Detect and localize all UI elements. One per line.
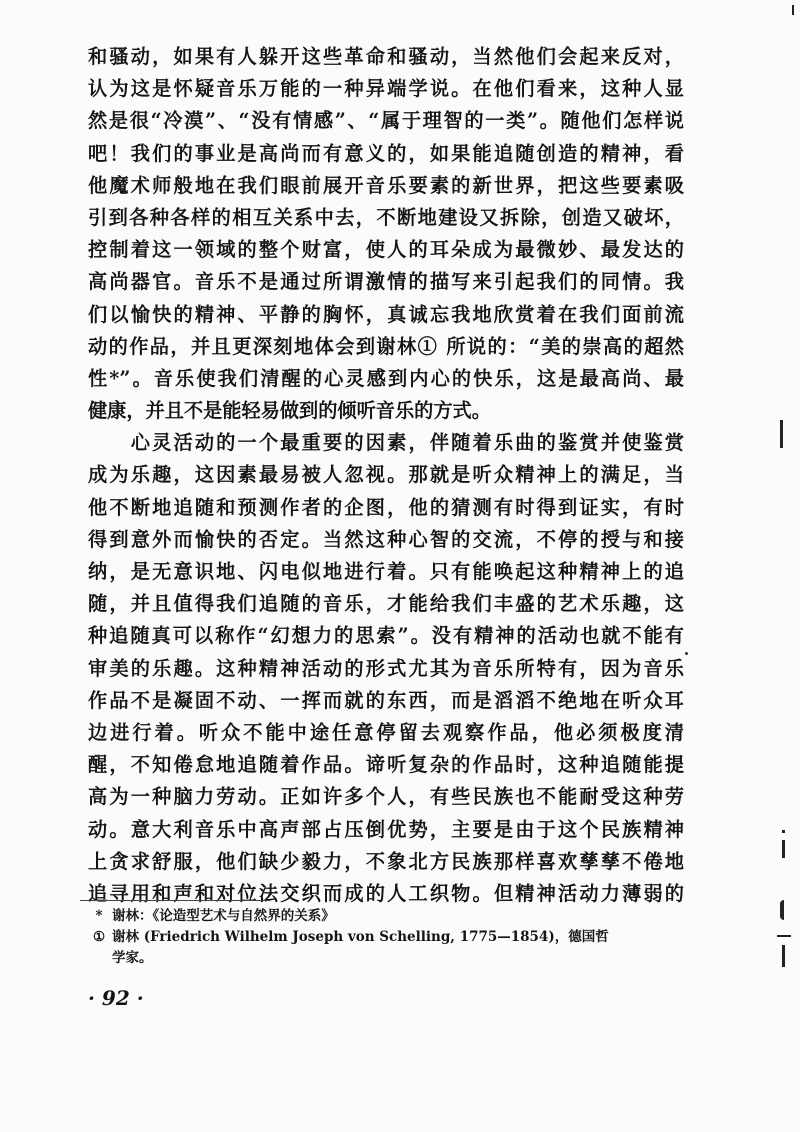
text-line: 醒，不知倦怠地追随着作品。谛听复杂的作品时，这种追随能提 xyxy=(88,753,684,777)
text-line: 上贪求舒服，他们缺少毅力，不象北方民族那样喜欢孳孳不倦地 xyxy=(88,849,684,873)
footnote-continuation: 学家。 xyxy=(112,950,153,966)
text-line: 然是很“冷漠”、“没有情感”、“属于理智的一类”。随他们怎样说 xyxy=(88,109,684,133)
text-line: 心灵活动的一个最重要的因素，伴随着乐曲的鉴赏并使鉴赏 xyxy=(88,431,684,455)
scan-mark xyxy=(782,945,785,967)
text-line: 审美的乐趣。这种精神活动的形式尤其为音乐所特有，因为音乐 xyxy=(88,656,684,680)
scan-mark xyxy=(792,5,794,15)
footnote-text: 谢林 (Friedrich Wilhelm Joseph von Schelling, 1775—1854)，德国哲 xyxy=(112,929,609,945)
scan-mark xyxy=(782,840,785,858)
text-line: 和骚动，如果有人躲开这些革命和骚动，当然他们会起来反对， xyxy=(88,45,684,68)
footnotes xyxy=(86,906,686,969)
text-line: 随，并且值得我们追随的音乐，才能给我们丰盛的艺术乐趣，这 xyxy=(88,592,684,616)
text-line: 作品不是凝固不动、一挥而就的东西，而是滔滔不绝地在听众耳 xyxy=(88,688,684,712)
scan-edge-artifacts xyxy=(752,0,800,1132)
text-line: 吧！我们的事业是高尚而有意义的，如果能追随创造的精神，看 xyxy=(88,141,684,165)
text-line: 纳，是无意识地、闪电似地进行着。只有能唤起这种精神上的追 xyxy=(88,560,684,583)
footnote xyxy=(86,927,686,948)
footnote xyxy=(86,906,686,927)
footnote-text: 谢林：《论造型艺术与自然界的关系》 xyxy=(112,908,335,924)
text-line: 性*”。音乐使我们清醒的心灵感到内心的快乐，这是最高尚、最 xyxy=(88,366,684,390)
text-line: 动。意大利音乐中高声部占压倒优势，主要是由于这个民族精神 xyxy=(88,817,684,841)
scan-mark xyxy=(780,900,784,920)
main-text xyxy=(88,41,684,910)
text-line: 他魔术师般地在我们眼前展开音乐要素的新世界，把这些要素吸 xyxy=(88,173,684,197)
text-line: 高尚器官。音乐不是通过所谓激情的描写来引起我们的同情。我 xyxy=(88,270,684,294)
footnote-divider xyxy=(80,900,270,901)
scan-mark xyxy=(780,420,783,448)
text-line: 得到意外而愉快的否定。当然这种心智的交流，不停的授与和接 xyxy=(88,527,684,551)
footnote-marker: ① xyxy=(92,929,106,945)
text-line: 追寻用和声和对位法交织而成的人工织物。但精神活动力薄弱的 xyxy=(88,881,684,905)
text-line: 边进行着。听众不能中途任意停留去观察作品，他必须极度清 xyxy=(88,720,684,744)
text-line: 动的作品，并且更深刻地体会到谢林① 所说的：“美的崇高的超然 xyxy=(88,334,684,358)
scan-speck xyxy=(685,652,688,655)
text-line: 成为乐趣，这因素最易被人忽视。那就是听众精神上的满足，当 xyxy=(88,463,684,487)
page-number: · 92 · xyxy=(88,986,144,1010)
footnote-marker: * xyxy=(95,908,103,924)
text-line: 们以愉快的精神、平静的胸怀，真诚忘我地欣赏着在我们面前流 xyxy=(88,302,684,326)
text-line: 引到各种各样的相互关系中去，不断地建设又拆除，创造又破坏， xyxy=(88,205,684,229)
text-line: 控制着这一领域的整个财富，使人的耳朵成为最微妙、最发达的 xyxy=(88,238,684,262)
text-line: 他不断地追随和预测作者的企图，他的猜测有时得到证实，有时 xyxy=(88,495,684,519)
scan-mark xyxy=(782,830,785,833)
text-line: 高为一种脑力劳动。正如许多个人，有些民族也不能耐受这种劳 xyxy=(88,785,684,809)
text-line: 认为这是怀疑音乐万能的一种异端学说。在他们看来，这种人显 xyxy=(88,77,684,101)
text-line: 种追随真可以称作“幻想力的思索”。没有精神的活动也就不能有 xyxy=(88,624,684,648)
text-line: 健康，并且不是能轻易做到的倾听音乐的方式。 xyxy=(88,399,491,423)
scan-mark xyxy=(777,935,791,937)
